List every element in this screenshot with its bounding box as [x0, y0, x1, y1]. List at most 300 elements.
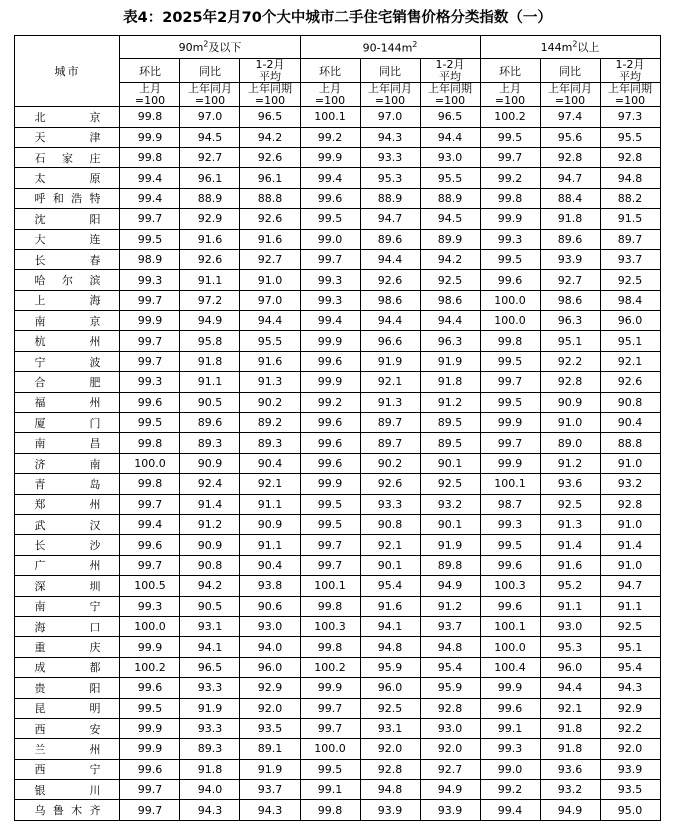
value-cell: 96.6 [360, 331, 420, 351]
value-cell: 91.6 [180, 229, 240, 249]
value-cell: 93.2 [600, 474, 660, 494]
value-cell: 91.6 [540, 555, 600, 575]
city-name-cell [15, 494, 120, 514]
value-cell: 89.3 [180, 739, 240, 759]
city-name-cell [15, 576, 120, 596]
value-cell: 93.2 [420, 494, 480, 514]
value-cell: 99.7 [480, 372, 540, 392]
city-label: 大连 [34, 233, 101, 247]
value-cell: 95.0 [600, 800, 660, 820]
value-cell: 98.7 [480, 494, 540, 514]
value-cell: 91.9 [420, 535, 480, 555]
city-name-cell [15, 209, 120, 229]
value-cell: 92.8 [600, 494, 660, 514]
city-label: 广州 [34, 559, 101, 573]
value-cell: 94.8 [360, 637, 420, 657]
value-cell: 98.6 [540, 290, 600, 310]
value-cell: 91.8 [180, 351, 240, 371]
value-cell: 92.6 [360, 270, 420, 290]
value-cell: 99.0 [300, 229, 360, 249]
value-cell: 92.6 [240, 147, 300, 167]
value-cell: 99.7 [300, 535, 360, 555]
city-label: 北京 [34, 110, 101, 124]
city-label: 上海 [34, 294, 101, 308]
table-body [15, 107, 660, 821]
value-cell: 95.1 [600, 331, 660, 351]
value-cell: 99.4 [120, 515, 180, 535]
value-cell: 94.5 [420, 209, 480, 229]
value-cell: 95.5 [240, 331, 300, 351]
value-cell: 99.3 [480, 229, 540, 249]
value-cell: 96.3 [540, 311, 600, 331]
value-cell: 94.1 [180, 637, 240, 657]
header-group-1: $90m^2$及以下 [120, 36, 300, 59]
value-cell: 95.4 [420, 657, 480, 677]
table-row [15, 596, 660, 616]
city-label: 西宁 [34, 763, 101, 777]
value-cell: 93.0 [420, 147, 480, 167]
value-cell: 99.6 [480, 270, 540, 290]
value-cell: 94.7 [540, 168, 600, 188]
city-name-cell [15, 515, 120, 535]
value-cell: 97.0 [360, 107, 420, 127]
header-base-yoy-1: 上年同月 =100 [180, 83, 240, 107]
city-label: 西安 [34, 722, 101, 736]
city-name-cell [15, 780, 120, 800]
value-cell: 99.9 [120, 739, 180, 759]
value-cell: 89.7 [600, 229, 660, 249]
header-sub-avg-3: 1-2月 平均 [600, 59, 660, 83]
value-cell: 93.7 [240, 780, 300, 800]
value-cell: 91.9 [240, 759, 300, 779]
value-cell: 99.9 [300, 372, 360, 392]
value-cell: 91.1 [600, 596, 660, 616]
value-cell: 92.6 [180, 249, 240, 269]
value-cell: 91.8 [540, 718, 600, 738]
value-cell: 91.4 [600, 535, 660, 555]
city-name-cell [15, 413, 120, 433]
value-cell: 91.4 [180, 494, 240, 514]
value-cell: 99.7 [300, 698, 360, 718]
value-cell: 94.8 [360, 780, 420, 800]
city-name-cell [15, 535, 120, 555]
value-cell: 96.5 [240, 107, 300, 127]
value-cell: 94.8 [600, 168, 660, 188]
value-cell: 92.1 [360, 535, 420, 555]
value-cell: 92.1 [540, 698, 600, 718]
value-cell: 99.9 [300, 331, 360, 351]
value-cell: 95.1 [600, 637, 660, 657]
value-cell: 99.5 [480, 351, 540, 371]
value-cell: 99.5 [300, 494, 360, 514]
city-name-cell [15, 616, 120, 636]
city-label: 海口 [34, 620, 101, 634]
value-cell: 89.7 [360, 433, 420, 453]
city-label: 长春 [34, 253, 101, 267]
city-label: 乌鲁木齐 [34, 804, 101, 818]
value-cell: 94.2 [180, 576, 240, 596]
value-cell: 94.0 [240, 637, 300, 657]
value-cell: 92.8 [360, 759, 420, 779]
table-row [15, 678, 660, 698]
value-cell: 91.0 [240, 270, 300, 290]
value-cell: 95.3 [360, 168, 420, 188]
value-cell: 91.1 [180, 270, 240, 290]
table-row [15, 576, 660, 596]
value-cell: 100.4 [480, 657, 540, 677]
city-name-cell [15, 188, 120, 208]
value-cell: 95.9 [360, 657, 420, 677]
value-cell: 99.6 [120, 678, 180, 698]
value-cell: 99.3 [120, 270, 180, 290]
value-cell: 99.9 [300, 678, 360, 698]
value-cell: 100.0 [480, 290, 540, 310]
table-row [15, 290, 660, 310]
price-index-table [14, 35, 660, 821]
value-cell: 99.2 [480, 168, 540, 188]
value-cell: 98.6 [360, 290, 420, 310]
value-cell: 90.1 [360, 555, 420, 575]
value-cell: 93.0 [420, 718, 480, 738]
city-label: 昆明 [34, 702, 101, 716]
header-base-mom-3: 上月 =100 [480, 83, 540, 107]
city-label: 长沙 [34, 539, 101, 553]
value-cell: 90.2 [240, 392, 300, 412]
value-cell: 96.1 [180, 168, 240, 188]
value-cell: 95.9 [420, 678, 480, 698]
value-cell: 89.6 [360, 229, 420, 249]
value-cell: 99.6 [300, 188, 360, 208]
value-cell: 93.2 [540, 780, 600, 800]
table-row [15, 392, 660, 412]
value-cell: 90.4 [240, 555, 300, 575]
value-cell: 94.4 [360, 311, 420, 331]
value-cell: 93.7 [420, 616, 480, 636]
value-cell: 99.6 [300, 433, 360, 453]
value-cell: 93.6 [540, 759, 600, 779]
header-sub-yoy-2: 同比 [360, 59, 420, 83]
value-cell: 91.2 [420, 392, 480, 412]
city-name-cell [15, 127, 120, 147]
city-name-cell [15, 555, 120, 575]
value-cell: 99.3 [300, 270, 360, 290]
value-cell: 100.1 [300, 107, 360, 127]
value-cell: 91.4 [540, 535, 600, 555]
city-label: 南宁 [34, 600, 101, 614]
value-cell: 99.7 [300, 249, 360, 269]
value-cell: 100.3 [300, 616, 360, 636]
sup-1: 2 [203, 39, 209, 49]
value-cell: 91.2 [180, 515, 240, 535]
value-cell: 93.9 [600, 759, 660, 779]
value-cell: 99.4 [300, 311, 360, 331]
table-row [15, 188, 660, 208]
value-cell: 91.8 [420, 372, 480, 392]
value-cell: 99.7 [120, 290, 180, 310]
value-cell: 92.0 [600, 739, 660, 759]
value-cell: 97.2 [180, 290, 240, 310]
value-cell: 92.5 [600, 270, 660, 290]
value-cell: 95.5 [600, 127, 660, 147]
value-cell: 93.5 [600, 780, 660, 800]
value-cell: 94.4 [420, 311, 480, 331]
value-cell: 99.8 [120, 433, 180, 453]
value-cell: 99.8 [120, 107, 180, 127]
table-row [15, 249, 660, 269]
value-cell: 99.0 [480, 759, 540, 779]
value-cell: 93.7 [600, 249, 660, 269]
value-cell: 99.8 [120, 147, 180, 167]
value-cell: 93.3 [360, 494, 420, 514]
value-cell: 90.4 [240, 453, 300, 473]
table-row [15, 331, 660, 351]
city-name-cell [15, 107, 120, 127]
value-cell: 94.8 [420, 637, 480, 657]
value-cell: 97.0 [240, 290, 300, 310]
value-cell: 99.3 [480, 739, 540, 759]
value-cell: 99.8 [300, 596, 360, 616]
value-cell: 91.2 [540, 453, 600, 473]
header-base-avg-1: 上年同期 =100 [240, 83, 300, 107]
value-cell: 93.9 [540, 249, 600, 269]
table-row [15, 147, 660, 167]
value-cell: 99.3 [480, 515, 540, 535]
value-cell: 92.1 [600, 351, 660, 371]
value-cell: 93.1 [180, 616, 240, 636]
header-sub-mom-2: 环比 [300, 59, 360, 83]
value-cell: 95.1 [540, 331, 600, 351]
table-row [15, 351, 660, 371]
value-cell: 100.0 [120, 453, 180, 473]
value-cell: 94.9 [420, 780, 480, 800]
value-cell: 92.6 [600, 372, 660, 392]
table-row [15, 127, 660, 147]
value-cell: 92.8 [540, 147, 600, 167]
header-base-mom-2: 上月 =100 [300, 83, 360, 107]
value-cell: 92.8 [540, 372, 600, 392]
value-cell: 96.5 [180, 657, 240, 677]
city-name-cell [15, 637, 120, 657]
header-group-2: $90-144m^2$ [300, 36, 480, 59]
value-cell: 99.2 [300, 392, 360, 412]
value-cell: 91.0 [600, 555, 660, 575]
value-cell: 94.9 [540, 800, 600, 820]
table-row [15, 453, 660, 473]
value-cell: 92.7 [180, 147, 240, 167]
value-cell: 92.5 [360, 698, 420, 718]
value-cell: 94.7 [360, 209, 420, 229]
value-cell: 99.5 [300, 209, 360, 229]
value-cell: 91.6 [240, 351, 300, 371]
table-row [15, 616, 660, 636]
value-cell: 91.8 [540, 739, 600, 759]
value-cell: 94.4 [540, 678, 600, 698]
city-label: 深圳 [34, 579, 101, 593]
city-name-cell [15, 596, 120, 616]
value-cell: 99.6 [480, 596, 540, 616]
value-cell: 99.9 [120, 637, 180, 657]
value-cell: 92.7 [540, 270, 600, 290]
city-name-cell [15, 351, 120, 371]
city-label: 福州 [34, 396, 101, 410]
city-label: 合肥 [34, 375, 101, 389]
value-cell: 94.4 [420, 127, 480, 147]
value-cell: 89.6 [540, 229, 600, 249]
city-label: 厦门 [34, 416, 101, 430]
value-cell: 99.2 [300, 127, 360, 147]
value-cell: 100.0 [480, 311, 540, 331]
value-cell: 99.6 [300, 413, 360, 433]
table-row [15, 555, 660, 575]
value-cell: 93.1 [360, 718, 420, 738]
table-row [15, 474, 660, 494]
value-cell: 100.3 [480, 576, 540, 596]
city-name-cell [15, 331, 120, 351]
header-base-yoy-3: 上年同月 =100 [540, 83, 600, 107]
value-cell: 100.2 [120, 657, 180, 677]
value-cell: 99.6 [120, 759, 180, 779]
value-cell: 90.9 [180, 453, 240, 473]
table-row [15, 107, 660, 127]
value-cell: 98.9 [120, 249, 180, 269]
value-cell: 94.3 [180, 800, 240, 820]
header-sub-avg-1: 1-2月 平均 [240, 59, 300, 83]
value-cell: 99.8 [120, 474, 180, 494]
value-cell: 95.3 [540, 637, 600, 657]
value-cell: 94.2 [240, 127, 300, 147]
value-cell: 89.7 [360, 413, 420, 433]
city-name-cell [15, 249, 120, 269]
value-cell: 96.3 [420, 331, 480, 351]
value-cell: 99.9 [300, 147, 360, 167]
table-row [15, 535, 660, 555]
value-cell: 99.7 [120, 555, 180, 575]
city-name-cell [15, 678, 120, 698]
header-group-3: $144m^2$以上 [480, 36, 660, 59]
value-cell: 91.0 [600, 453, 660, 473]
city-name-cell [15, 739, 120, 759]
value-cell: 92.5 [600, 616, 660, 636]
city-name-cell [15, 433, 120, 453]
value-cell: 90.9 [240, 515, 300, 535]
value-cell: 92.7 [420, 759, 480, 779]
header-sub-mom-1: 环比 [120, 59, 180, 83]
value-cell: 99.4 [480, 800, 540, 820]
value-cell: 100.0 [480, 637, 540, 657]
value-cell: 93.3 [180, 678, 240, 698]
header-base-mom-1: 上月 =100 [120, 83, 180, 107]
value-cell: 93.3 [180, 718, 240, 738]
value-cell: 99.7 [120, 800, 180, 820]
table-row [15, 372, 660, 392]
table-row [15, 168, 660, 188]
value-cell: 99.4 [120, 188, 180, 208]
header-city: 城市 [15, 36, 120, 107]
value-cell: 99.6 [480, 698, 540, 718]
value-cell: 92.9 [600, 698, 660, 718]
value-cell: 99.4 [300, 168, 360, 188]
value-cell: 99.9 [120, 127, 180, 147]
value-cell: 92.1 [240, 474, 300, 494]
city-name-cell [15, 270, 120, 290]
value-cell: 99.6 [300, 351, 360, 371]
value-cell: 100.2 [480, 107, 540, 127]
value-cell: 90.9 [180, 535, 240, 555]
value-cell: 91.1 [240, 535, 300, 555]
value-cell: 90.4 [600, 413, 660, 433]
value-cell: 96.0 [540, 657, 600, 677]
value-cell: 99.5 [120, 413, 180, 433]
table-row [15, 800, 660, 820]
value-cell: 99.9 [120, 718, 180, 738]
value-cell: 89.9 [420, 229, 480, 249]
value-cell: 91.1 [240, 494, 300, 514]
value-cell: 99.7 [480, 147, 540, 167]
table-row [15, 637, 660, 657]
value-cell: 94.7 [600, 576, 660, 596]
city-label: 南京 [34, 314, 101, 328]
table-row [15, 739, 660, 759]
value-cell: 99.6 [480, 555, 540, 575]
value-cell: 92.7 [240, 249, 300, 269]
value-cell: 90.1 [420, 453, 480, 473]
table-row [15, 494, 660, 514]
value-cell: 98.6 [420, 290, 480, 310]
header-base-yoy-2: 上年同月 =100 [360, 83, 420, 107]
value-cell: 90.8 [600, 392, 660, 412]
city-name-cell [15, 311, 120, 331]
value-cell: 88.4 [540, 188, 600, 208]
table-row [15, 718, 660, 738]
value-cell: 93.9 [360, 800, 420, 820]
value-cell: 90.8 [180, 555, 240, 575]
value-cell: 91.6 [240, 229, 300, 249]
city-label: 成都 [34, 661, 101, 675]
value-cell: 89.3 [180, 433, 240, 453]
value-cell: 88.9 [360, 188, 420, 208]
value-cell: 99.5 [300, 759, 360, 779]
value-cell: 89.6 [180, 413, 240, 433]
value-cell: 89.5 [420, 413, 480, 433]
value-cell: 91.3 [360, 392, 420, 412]
table-row [15, 759, 660, 779]
city-name-cell [15, 392, 120, 412]
value-cell: 94.5 [180, 127, 240, 147]
value-cell: 99.7 [480, 433, 540, 453]
value-cell: 99.9 [480, 453, 540, 473]
value-cell: 90.8 [360, 515, 420, 535]
value-cell: 96.5 [420, 107, 480, 127]
value-cell: 89.3 [240, 433, 300, 453]
value-cell: 99.9 [480, 678, 540, 698]
value-cell: 90.9 [540, 392, 600, 412]
value-cell: 94.0 [180, 780, 240, 800]
value-cell: 92.9 [180, 209, 240, 229]
value-cell: 92.8 [420, 698, 480, 718]
value-cell: 94.4 [240, 311, 300, 331]
value-cell: 89.8 [420, 555, 480, 575]
value-cell: 99.9 [300, 474, 360, 494]
value-cell: 99.9 [120, 311, 180, 331]
table-row [15, 413, 660, 433]
value-cell: 91.9 [180, 698, 240, 718]
value-cell: 93.0 [540, 616, 600, 636]
value-cell: 95.5 [420, 168, 480, 188]
table-row [15, 433, 660, 453]
value-cell: 96.0 [360, 678, 420, 698]
value-cell: 92.0 [240, 698, 300, 718]
value-cell: 92.0 [420, 739, 480, 759]
